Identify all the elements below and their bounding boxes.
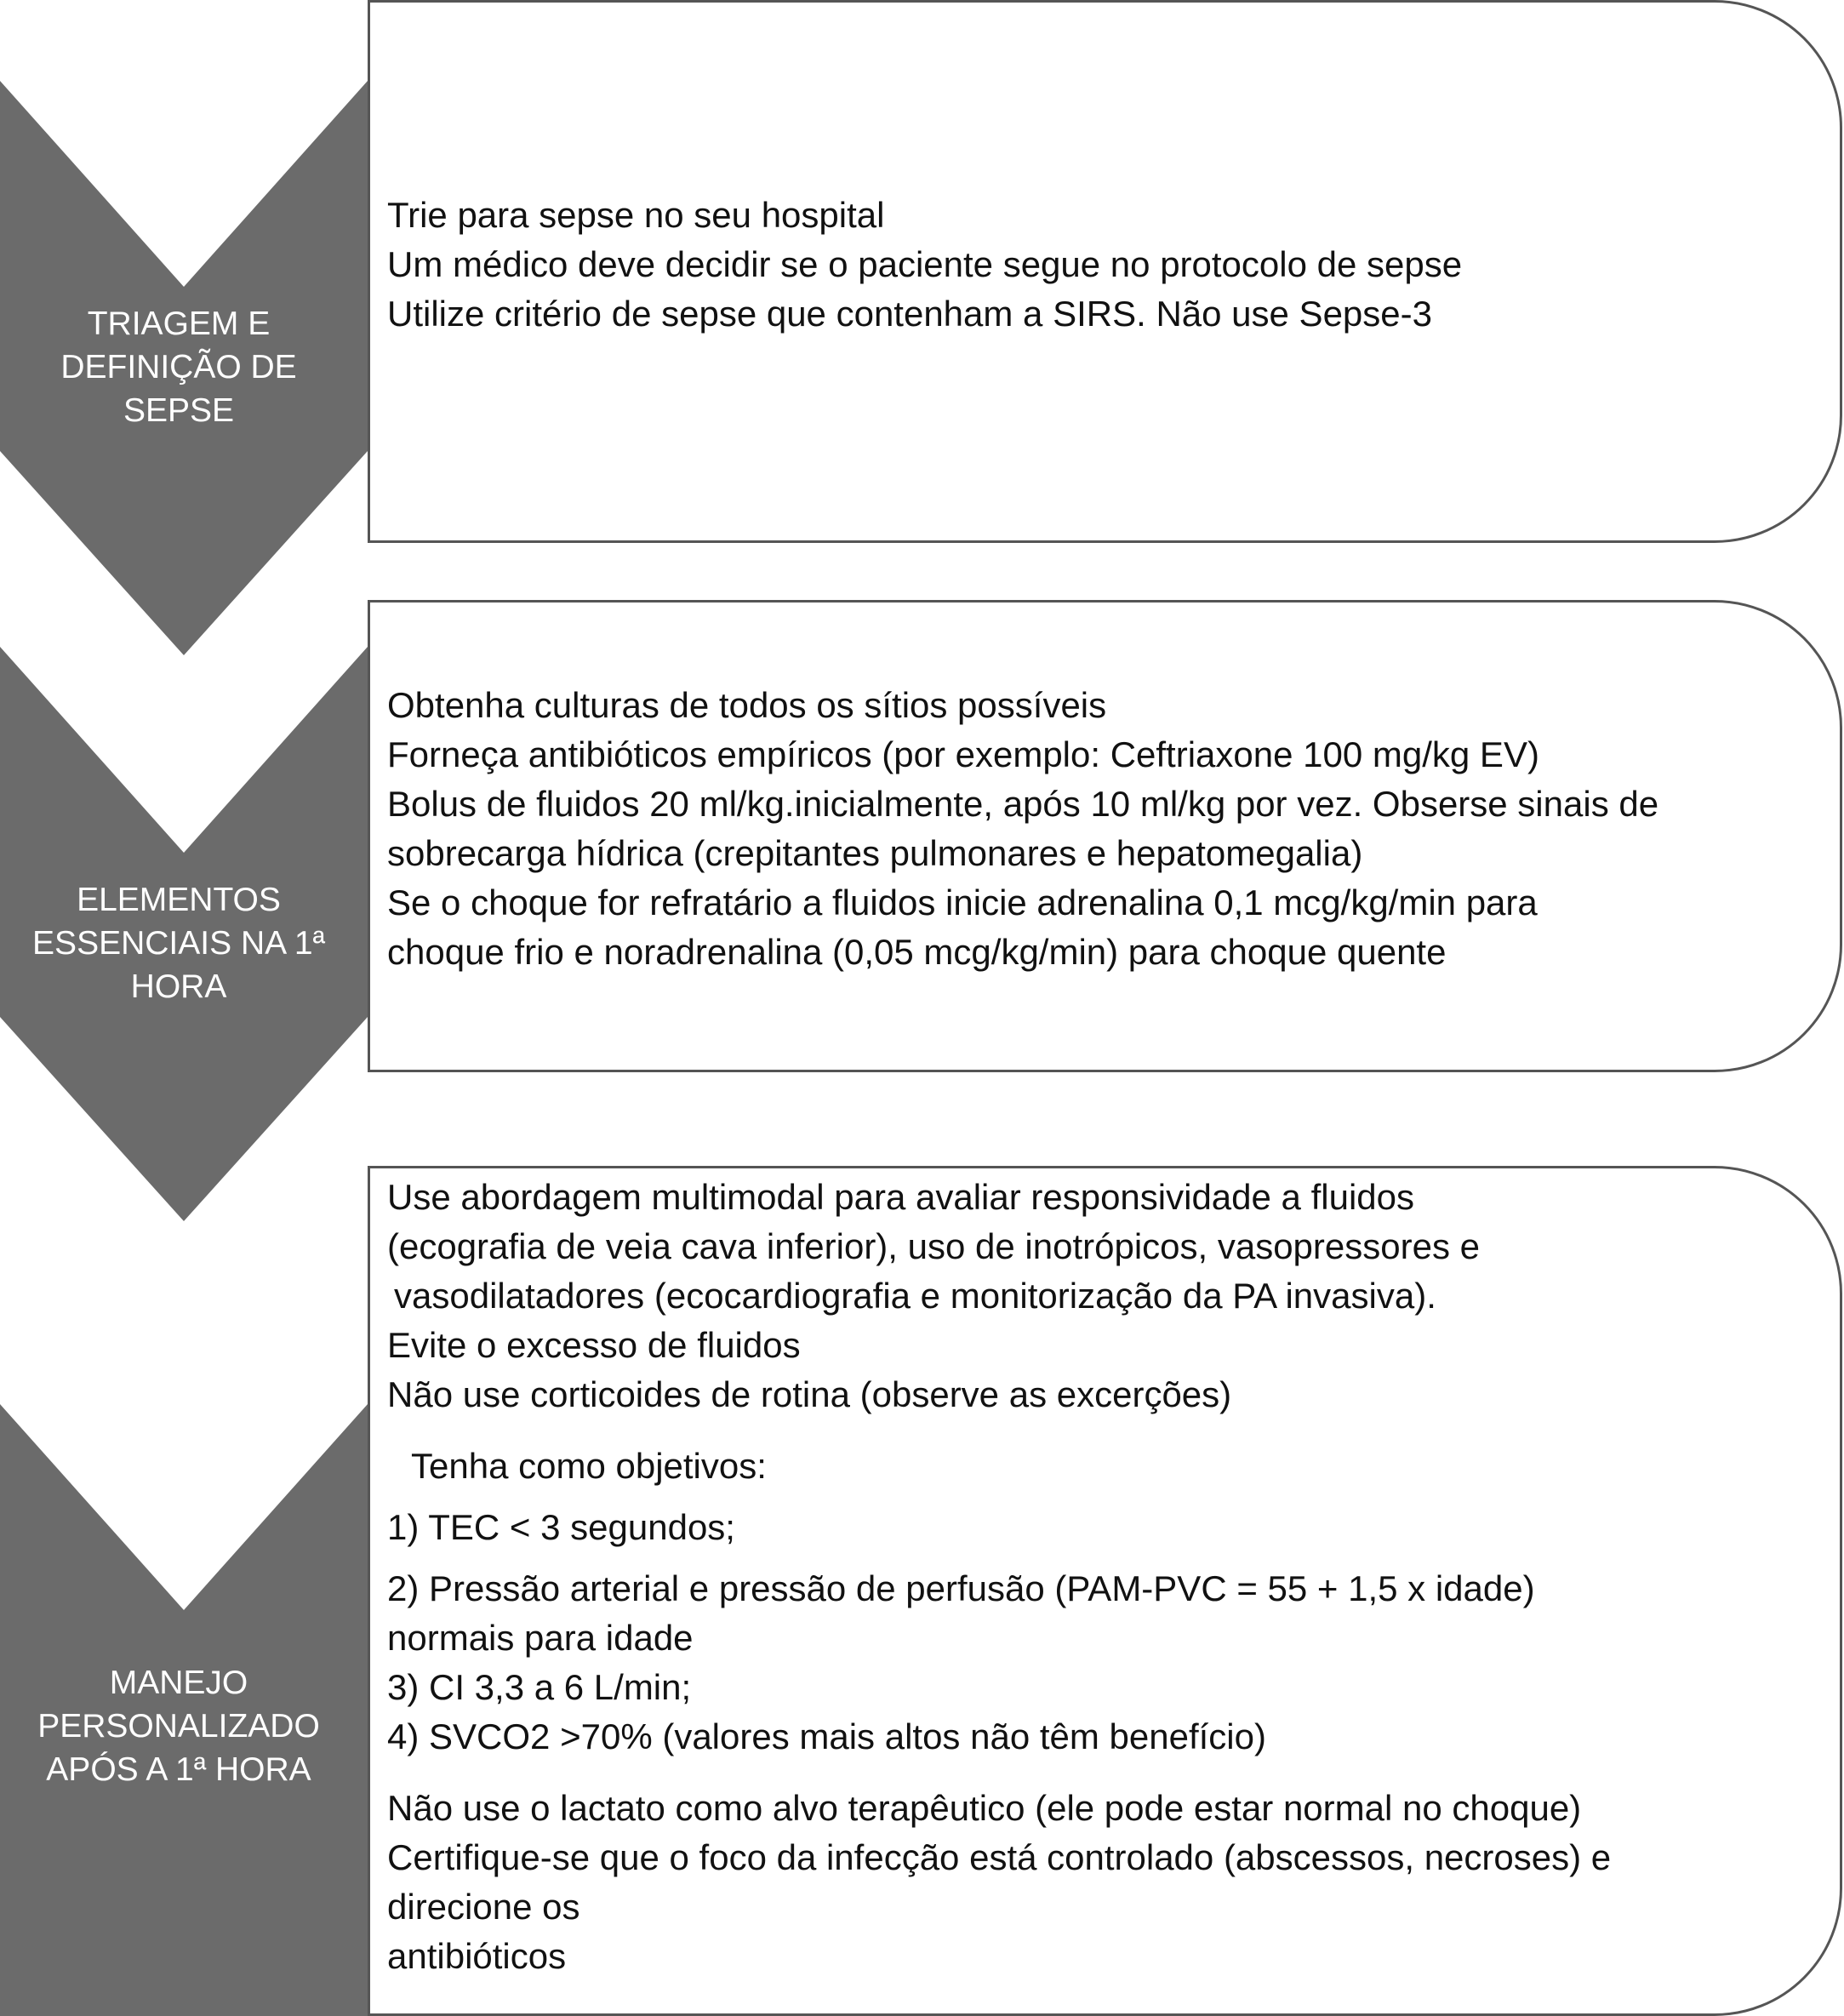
step-2-label-line: ELEMENTOS <box>77 882 281 918</box>
step-2-label-line: ESSENCIAIS NA 1ª <box>32 925 325 962</box>
step-3-line: 4) SVCO2 >70% (valores mais altos não têm benefício) <box>387 1716 1266 1756</box>
step-3-line: antibióticos <box>387 1936 567 1976</box>
step-1-label-line: SEPSE <box>123 392 235 429</box>
step-2-label <box>0 878 357 1008</box>
step-3-label <box>0 1661 357 1791</box>
step-3-line: 3) CI 3,3 a 6 L/min; <box>387 1667 692 1707</box>
step-3-line: (ecografia de veia cava inferior), uso de inotrópicos, vasopressores e <box>387 1226 1480 1266</box>
step-3-line: 2) Pressão arterial e pressão de perfusão (PAM-PVC = 55 + 1,5 x idade) <box>387 1568 1535 1608</box>
step-2-line: choque frio e noradrenalina (0,05 mcg/kg/min) para choque quente <box>387 932 1447 972</box>
step-2-content <box>387 681 1827 977</box>
step-3-label-line: MANEJO <box>109 1665 248 1701</box>
step-2-line: Se o choque for refratário a fluidos inicie adrenalina 0,1 mcg/kg/min para <box>387 882 1538 922</box>
step-3-line: Não use corticoides de rotina (observe as excerções) <box>387 1374 1232 1414</box>
step-2-line: Obtenha culturas de todos os sítios possíveis <box>387 685 1107 725</box>
step-3-line: 1) TEC < 3 segundos; <box>387 1507 735 1547</box>
step-1-content <box>387 191 1827 339</box>
step-2-line: Forneça antibióticos empíricos (por exemplo: Ceftriaxone 100 mg/kg EV) <box>387 734 1539 774</box>
step-3-label-line: APÓS A 1ª HORA <box>46 1751 311 1788</box>
step-3-line: vasodilatadores (ecocardiografia e monitorização da PA invasiva). <box>394 1276 1436 1316</box>
step-2-line: sobrecarga hídrica (crepitantes pulmonares e hepatomegalia) <box>387 833 1363 873</box>
step-1-line: Utilize critério de sepse que contenham a SIRS. Não use Sepse-3 <box>387 294 1432 334</box>
step-2-line: Bolus de fluidos 20 ml/kg.inicialmente, após 10 ml/kg por vez. Obserse sinais de <box>387 784 1659 824</box>
step-3-line: Evite o excesso de fluidos <box>387 1325 801 1365</box>
step-3-line: Certifique-se que o foco da infecção está controlado (abscessos, necroses) e <box>387 1837 1612 1877</box>
step-3-line: Tenha como objetivos: <box>411 1446 767 1486</box>
step-3-label-line: PERSONALIZADO <box>37 1708 320 1745</box>
step-3-line: Use abordagem multimodal para avaliar responsividade a fluidos <box>387 1177 1414 1217</box>
step-3-line: Não use o lactato como alvo terapêutico (ele pode estar normal no choque) <box>387 1788 1582 1828</box>
step-1-label <box>0 302 357 432</box>
step-1-label-line: TRIAGEM E <box>87 306 271 342</box>
step-3-line: direcione os <box>387 1887 580 1927</box>
step-3-line: normais para idade <box>387 1618 694 1658</box>
step-1-line: Um médico deve decidir se o paciente segue no protocolo de sepse <box>387 244 1463 284</box>
step-2-label-line: HORA <box>130 968 227 1005</box>
step-1-line: Trie para sepse no seu hospital <box>387 195 885 235</box>
step-3-content <box>387 1173 1827 1981</box>
step-1-label-line: DEFINIÇÃO DE <box>60 349 297 385</box>
